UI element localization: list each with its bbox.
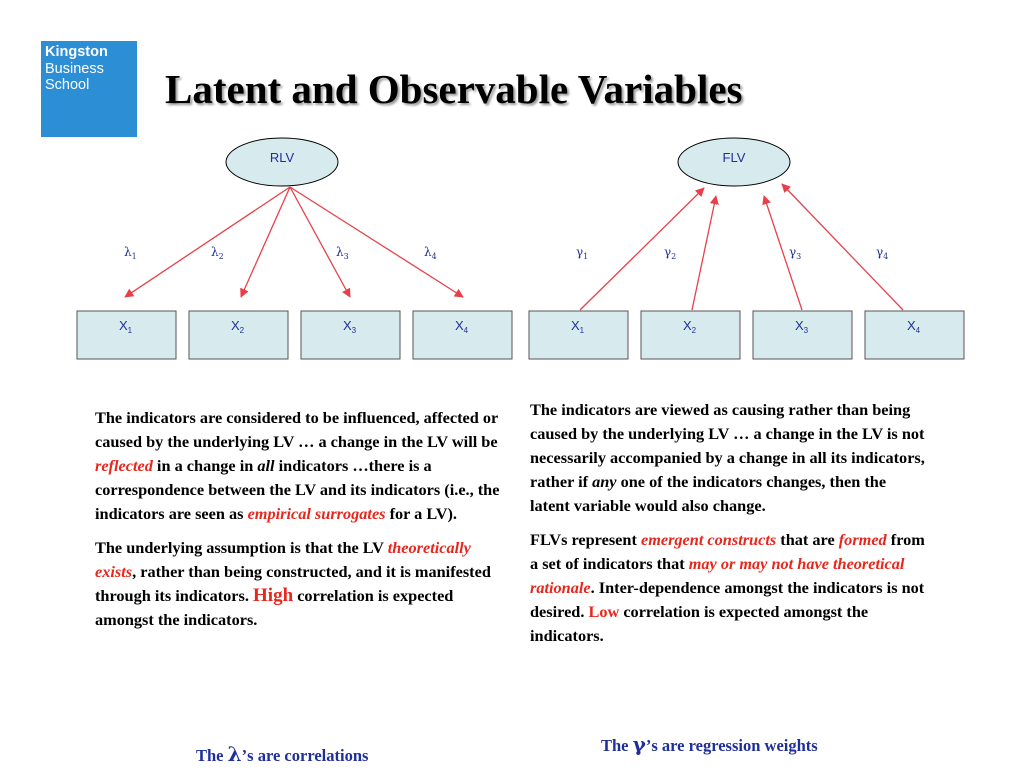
- text-run: , rather than being constructed, and it is manifested through its indicators.: [95, 562, 491, 605]
- flv-arrow-4: [782, 184, 903, 310]
- rlv-arrow-4: [290, 187, 463, 297]
- formative-paragraph-2: [530, 528, 926, 648]
- text-run: The underlying assumption is that the LV: [95, 538, 388, 557]
- formative-description: [530, 398, 926, 658]
- gamma-1-label: $\gamma_1$: [576, 245, 589, 261]
- emphasis-high: High: [253, 585, 294, 606]
- flv-arrow-1: [580, 188, 704, 310]
- text-run: The indicators are viewed as causing rather than being caused by the underlying LV … a change in the LV is not necessarily accompanied by a change in all its indicators, rather if: [530, 400, 925, 491]
- gamma-symbol: γ: [632, 732, 646, 756]
- gamma-4-label: $\gamma_4$: [876, 245, 889, 261]
- indicator-label-right-2: $X_2$: [683, 318, 697, 335]
- reflective-model: [77, 138, 512, 359]
- lambda-1-label: $\lambda_1$: [124, 245, 137, 261]
- emphasis-formed: formed: [838, 530, 887, 549]
- formative-model: [529, 138, 964, 359]
- lambda-2-label: $\lambda_2$: [211, 245, 224, 261]
- emphasis-all: all: [257, 456, 275, 475]
- reflective-description: [95, 406, 505, 642]
- lambda-symbol: λ: [227, 742, 242, 766]
- footnote-text: ’s are regression weights: [645, 736, 818, 755]
- emphasis-reflected: reflected: [95, 456, 153, 475]
- indicator-label-right-4: $X_4$: [907, 318, 921, 335]
- footnote-text: ’s are correlations: [241, 746, 369, 765]
- emphasis-theoretical-rationale: may or may not have theoretical rationale: [530, 554, 905, 597]
- indicator-label-left-2: $X_2$: [231, 318, 245, 335]
- logo-line-1: Kingston: [45, 44, 108, 60]
- text-run: one of the indicators changes, then the latent variable would also change.: [530, 472, 887, 515]
- text-run: in a change in: [152, 456, 258, 475]
- gamma-footnote: [601, 732, 818, 756]
- rlv-label: RLV: [269, 150, 295, 165]
- indicator-label-left-4: $X_4$: [455, 318, 469, 335]
- lambda-4-label: $\lambda_4$: [424, 245, 437, 261]
- gamma-3-label: $\gamma_3$: [789, 245, 802, 261]
- text-run: correlation is expected amongst the indicators.: [95, 586, 454, 629]
- text-run: for a LV).: [385, 504, 457, 523]
- text-run: FLVs represent: [530, 530, 641, 549]
- logo-line-2: Business: [45, 60, 104, 77]
- indicator-label-left-1: $X_1$: [119, 318, 133, 335]
- text-run: . Inter-dependence amongst the indicators is not desired.: [530, 578, 925, 621]
- reflective-paragraph-2: [95, 536, 505, 632]
- text-run: that are: [776, 530, 839, 549]
- indicator-label-right-3: $X_3$: [795, 318, 809, 335]
- reflective-paragraph-1: [95, 406, 505, 526]
- gamma-2-label: $\gamma_2$: [664, 245, 677, 261]
- text-run: from a set of indicators that: [530, 530, 925, 573]
- logo-line-3: School: [45, 77, 90, 93]
- lambda-footnote: [196, 742, 368, 766]
- formative-paragraph-1: [530, 398, 926, 518]
- text-run: The indicators are considered to be influenced, affected or caused by the underlying LV … a change in the LV will be: [95, 408, 498, 451]
- emphasis-empirical-surrogates: empirical surrogates: [247, 504, 386, 523]
- emphasis-any: any: [592, 472, 617, 491]
- emphasis-theoretically-exists: theoretically exists: [95, 538, 471, 581]
- text-run: correlation is expected amongst the indicators.: [530, 602, 869, 645]
- slide-title: Latent and Observable Variables: [165, 66, 743, 112]
- emphasis-emergent-constructs: emergent constructs: [640, 530, 777, 549]
- indicator-label-right-1: $X_1$: [571, 318, 585, 335]
- flv-arrow-2: [692, 196, 716, 310]
- footnote-text: The: [601, 736, 633, 755]
- text-run: indicators …there is a correspondence between the LV and its indicators (i.e., the indicators are seen as: [95, 456, 500, 523]
- emphasis-low: Low: [588, 602, 620, 621]
- rlv-arrow-3: [290, 187, 350, 297]
- indicator-label-left-3: $X_3$: [343, 318, 357, 335]
- flv-label: FLV: [722, 150, 746, 165]
- lambda-3-label: $\lambda_3$: [336, 245, 349, 261]
- footnote-text: The: [196, 746, 228, 765]
